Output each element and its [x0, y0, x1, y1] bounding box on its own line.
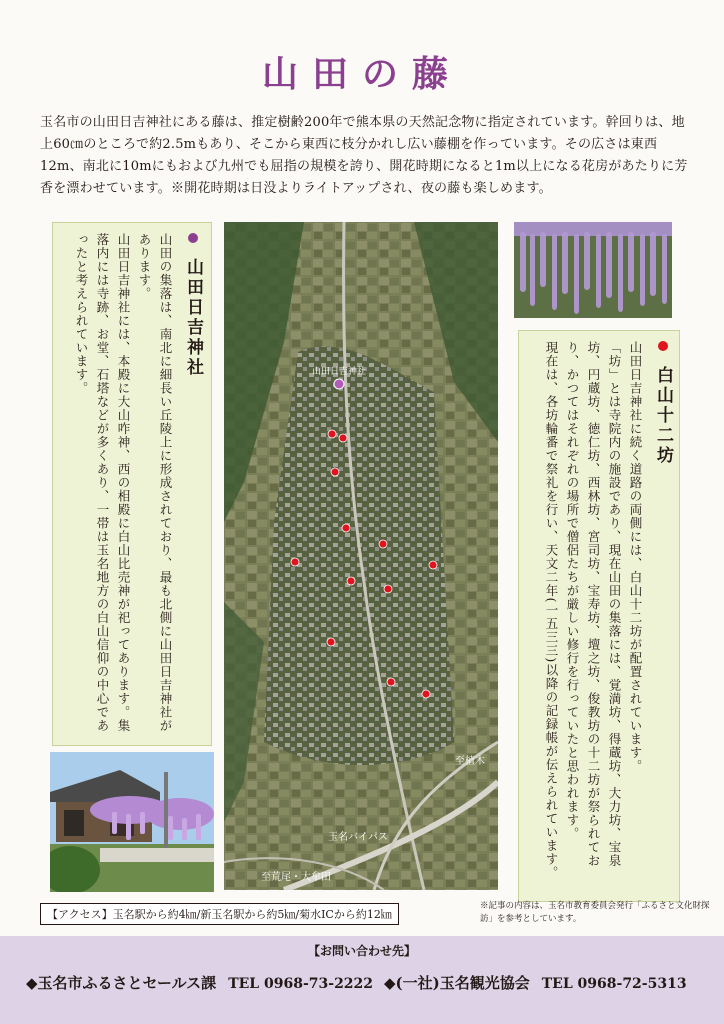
contact-1-phone[interactable]: TEL 0968-73-2222 — [228, 976, 374, 992]
wisteria-photo — [514, 222, 672, 318]
shrine-marker — [334, 379, 344, 389]
bo-marker — [327, 638, 335, 646]
shrine-photo — [50, 752, 214, 892]
contact-footer — [0, 936, 724, 1024]
contact-tourism-association — [384, 972, 687, 993]
hakusan-paragraph-3: 現在は、各坊輪番で祭礼を行い、天文二年(一五三三)以降の記録帳が伝えられています。 — [544, 341, 559, 880]
hiyoshi-paragraph-1: 山田の集落は、南北に細長い丘陵上に形成されており、最も北側に山田日吉神社があります。 — [137, 233, 173, 733]
bo-marker — [379, 540, 387, 548]
contact-1-name: ◆玉名市ふるさとセールス課 — [26, 974, 217, 992]
hakusan-paragraph-2: 「坊」とは寺院内の施設であり、現在山田の集落には、覚満坊、得蔵坊、大力坊、宝泉坊、円蔵坊、徳仁坊、西林坊、宮司坊、宝寿坊、壇之坊、俊教坊の十二坊が祭られており、かつてはそれぞれの場所で僧侶たちが厳しい修行を行っていたと思われます。 — [565, 341, 622, 868]
bo-marker — [384, 585, 392, 593]
access-info: 【アクセス】玉名駅から約4㎞/新玉名駅から約5㎞/菊水ICから約12㎞ — [40, 903, 399, 925]
source-note: ※記事の内容は、玉名市教育委員会発行「ふるさと文化財探訪」を参考としています。 — [480, 901, 710, 924]
bo-marker — [387, 678, 395, 686]
map-label-bypass: 玉名バイパス — [328, 832, 388, 843]
bo-marker — [347, 577, 355, 585]
intro-text: 玉名市の山田日吉神社にある藤は、推定樹齢200年で熊本県の天然記念物に指定されています。幹回りは、地上60㎝のところで約2.5mもあり、そこから東西に枝分かれし広い藤棚を作っています。その広さは東西12m、南北に10mにもおよび九州でも屈指の規模を誇り、開花時期になると1m以上になる花房があたりに芳香を漂わせています。※開花時期は日没よりライトアップされ、夜の藤も楽しめます。 — [40, 115, 688, 196]
bo-marker — [339, 434, 347, 442]
page-title: 山田の藤 — [261, 53, 462, 95]
bo-marker — [429, 561, 437, 569]
bo-marker — [331, 468, 339, 476]
bullet-dot-icon — [188, 233, 198, 243]
hiyoshi-shrine-section — [52, 222, 212, 746]
aerial-map-image — [224, 222, 498, 890]
hiyoshi-paragraph-2: 山田日吉神社には、本殿に大山咋神、西の相殿に白山比売神が祀ってあります。集落内には寺跡、お堂、石塔などが多くあり、一帯は玉名地方の白山信仰の中心であったと考えられています。 — [74, 233, 131, 733]
map-label-shrine: 山田日吉神社 — [311, 366, 367, 376]
hakusan-paragraph-1: 山田日吉神社に続く道路の両側には、白山十二坊が配置されています。 — [628, 341, 643, 773]
contact-2-name: ◆(一社)玉名観光協会 — [384, 974, 530, 992]
hakusan-section — [518, 330, 680, 902]
bo-marker — [291, 558, 299, 566]
contact-heading: 【お問い合わせ先】 — [307, 944, 416, 958]
bo-marker — [342, 524, 350, 532]
bo-marker — [328, 430, 336, 438]
map-label-east: 至植木 — [455, 756, 485, 767]
hakusan-heading: 白山十二坊 — [652, 341, 673, 891]
bullet-dot-icon — [658, 341, 668, 351]
contact-2-phone[interactable]: TEL 0968-72-5313 — [541, 976, 687, 992]
hiyoshi-heading: 山田日吉神社 — [182, 233, 203, 735]
bo-marker — [422, 690, 430, 698]
map-label-south: 至荒尾・大牟田 — [261, 872, 331, 883]
aerial-map — [224, 222, 498, 890]
contact-sales-division — [26, 972, 373, 993]
